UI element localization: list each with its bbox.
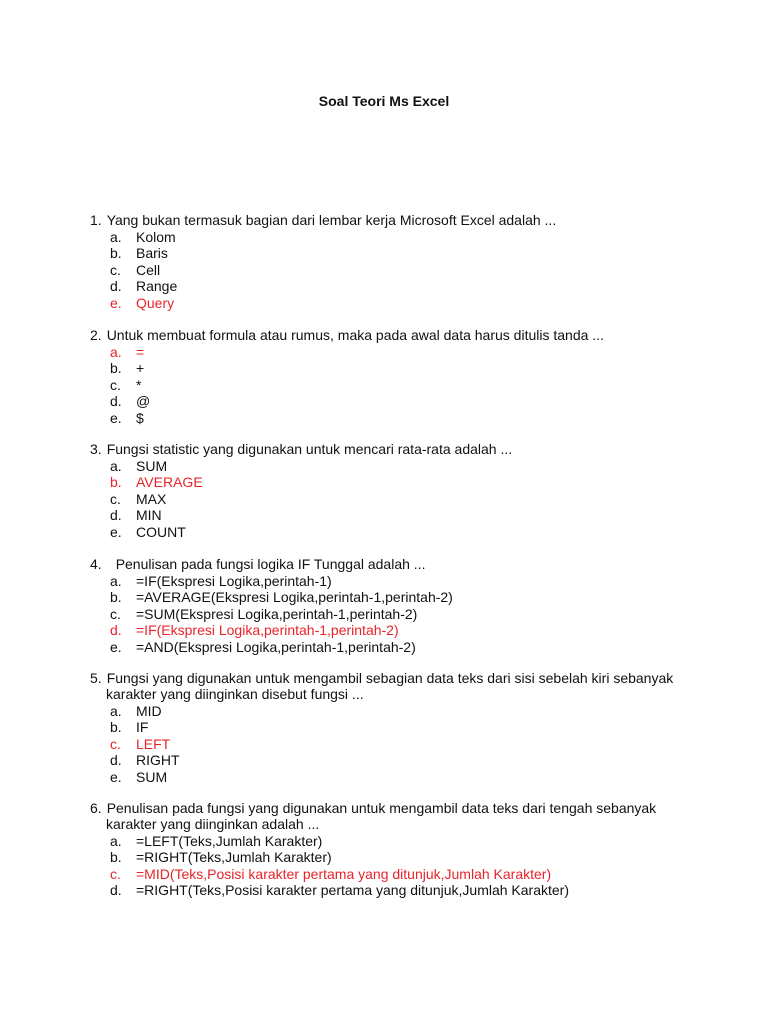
answer-option-correct	[90, 295, 730, 311]
option-letter: a.	[110, 833, 122, 849]
answer-option	[90, 703, 730, 719]
option-text: AVERAGE	[136, 474, 203, 491]
question-text	[90, 327, 730, 343]
answer-option	[90, 410, 730, 426]
option-text: +	[136, 360, 145, 377]
answer-option	[90, 639, 730, 655]
question-text	[90, 670, 730, 686]
question-line: Penulisan pada fungsi logika IF Tunggal adalah ...	[115, 556, 426, 572]
question-line: karakter yang diinginkan adalah ...	[106, 816, 320, 832]
question-text	[90, 441, 730, 457]
answer-option	[90, 262, 730, 278]
answer-option-correct	[90, 736, 730, 752]
option-text: RIGHT	[136, 752, 180, 769]
question-3	[90, 441, 730, 540]
question-number: 5.	[90, 670, 102, 686]
answer-option	[90, 245, 730, 261]
answer-option-correct	[90, 622, 730, 638]
answer-option	[90, 752, 730, 768]
question-number: 4.	[90, 556, 102, 572]
option-letter: d.	[110, 882, 122, 899]
option-text: LEFT	[136, 735, 171, 752]
option-letter: a.	[110, 229, 122, 245]
option-list	[90, 344, 730, 426]
option-letter: a.	[110, 344, 122, 360]
option-text: Cell	[136, 261, 161, 278]
answer-option	[90, 458, 730, 474]
option-letter: b.	[110, 719, 122, 736]
question-2	[90, 327, 730, 426]
option-text: =IF(Ekspresi Logika,perintah-1)	[136, 573, 332, 589]
question-line: karakter yang diinginkan disebut fungsi ...	[106, 686, 364, 702]
question-line: Yang bukan termasuk bagian dari lembar kerja Microsoft Excel adalah ...	[106, 212, 557, 228]
answer-option	[90, 507, 730, 523]
question-6	[90, 800, 730, 899]
answer-option	[90, 377, 730, 393]
option-text: @	[136, 393, 151, 410]
question-number: 2.	[90, 327, 102, 343]
question-number: 1.	[90, 212, 102, 228]
page-title: Soal Teori Ms Excel	[318, 93, 450, 109]
option-text: =LEFT(Teks,Jumlah Karakter)	[136, 833, 323, 849]
answer-option	[90, 849, 730, 865]
question-line: Fungsi yang digunakan untuk mengambil sebagian data teks dari sisi sebelah kiri sebanyak	[106, 670, 674, 686]
option-list	[90, 458, 730, 540]
answer-option	[90, 393, 730, 409]
option-letter: e.	[110, 523, 122, 540]
option-text: COUNT	[136, 523, 186, 540]
option-letter: e.	[110, 409, 122, 426]
question-4	[90, 556, 730, 655]
option-list	[90, 703, 730, 785]
option-text: MID	[136, 703, 162, 719]
option-list	[90, 833, 730, 899]
option-letter: a.	[110, 458, 122, 474]
answer-option-correct	[90, 344, 730, 360]
question-line: Penulisan pada fungsi yang digunakan untuk mengambil data teks dari tengah sebanyak	[106, 800, 657, 816]
question-1	[90, 212, 730, 311]
option-text: SUM	[136, 458, 168, 474]
option-text: =AND(Ekspresi Logika,perintah-1,perintah-2)	[136, 638, 416, 655]
option-text: =	[136, 344, 145, 360]
question-number: 3.	[90, 441, 102, 457]
option-list	[90, 229, 730, 311]
option-text: MIN	[136, 507, 162, 524]
answer-option	[90, 229, 730, 245]
option-letter: d.	[110, 752, 122, 769]
answer-option	[90, 882, 730, 898]
question-5	[90, 670, 730, 785]
question-line: Fungsi statistic yang digunakan untuk mencari rata-rata adalah ...	[106, 441, 513, 457]
answer-option	[90, 573, 730, 589]
option-text: Kolom	[136, 229, 176, 245]
option-letter: a.	[110, 703, 122, 719]
option-text: Query	[136, 294, 175, 311]
option-letter: b.	[110, 245, 122, 262]
answer-option-correct	[90, 866, 730, 882]
answer-option	[90, 719, 730, 735]
option-text: =IF(Ekspresi Logika,perintah-1,perintah-2)	[136, 622, 399, 639]
answer-option	[90, 769, 730, 785]
option-letter: e.	[110, 768, 122, 785]
answer-option	[90, 524, 730, 540]
option-text: =AVERAGE(Ekspresi Logika,perintah-1,perintah-2)	[136, 589, 453, 606]
option-text: =MID(Teks,Posisi karakter pertama yang ditunjuk,Jumlah Karakter)	[136, 865, 552, 882]
option-text: =RIGHT(Teks,Posisi karakter pertama yang ditunjuk,Jumlah Karakter)	[136, 882, 569, 899]
answer-option-correct	[90, 474, 730, 490]
option-text: =RIGHT(Teks,Jumlah Karakter)	[136, 849, 332, 866]
option-letter: a.	[110, 573, 122, 589]
option-letter: c.	[110, 865, 121, 882]
option-letter: c.	[110, 376, 121, 393]
question-number: 6.	[90, 800, 102, 816]
option-letter: e.	[110, 294, 122, 311]
option-letter: d.	[110, 622, 122, 639]
option-text: MAX	[136, 490, 167, 507]
option-letter: d.	[110, 507, 122, 524]
option-letter: b.	[110, 474, 122, 491]
option-text: IF	[136, 719, 149, 736]
option-letter: c.	[110, 261, 121, 278]
option-letter: c.	[110, 605, 121, 622]
question-line: Untuk membuat formula atau rumus, maka pada awal data harus ditulis tanda ...	[106, 327, 604, 343]
option-letter: d.	[110, 278, 122, 295]
answer-option	[90, 491, 730, 507]
option-letter: c.	[110, 490, 121, 507]
answer-option	[90, 360, 730, 376]
option-text: *	[136, 376, 142, 393]
option-letter: b.	[110, 360, 122, 377]
answer-option	[90, 589, 730, 605]
answer-option	[90, 278, 730, 294]
option-text: Range	[136, 278, 178, 295]
option-text: Baris	[136, 245, 168, 262]
option-letter: c.	[110, 735, 121, 752]
answer-option	[90, 606, 730, 622]
option-list	[90, 573, 730, 655]
question-text	[90, 800, 730, 816]
option-letter: e.	[110, 638, 122, 655]
option-text: SUM	[136, 768, 168, 785]
answer-option	[90, 833, 730, 849]
question-text	[90, 556, 730, 572]
option-text: $	[136, 409, 144, 426]
question-text	[90, 212, 730, 228]
option-letter: b.	[110, 849, 122, 866]
option-text: =SUM(Ekspresi Logika,perintah-1,perintah-2)	[136, 605, 418, 622]
option-letter: d.	[110, 393, 122, 410]
option-letter: b.	[110, 589, 122, 606]
